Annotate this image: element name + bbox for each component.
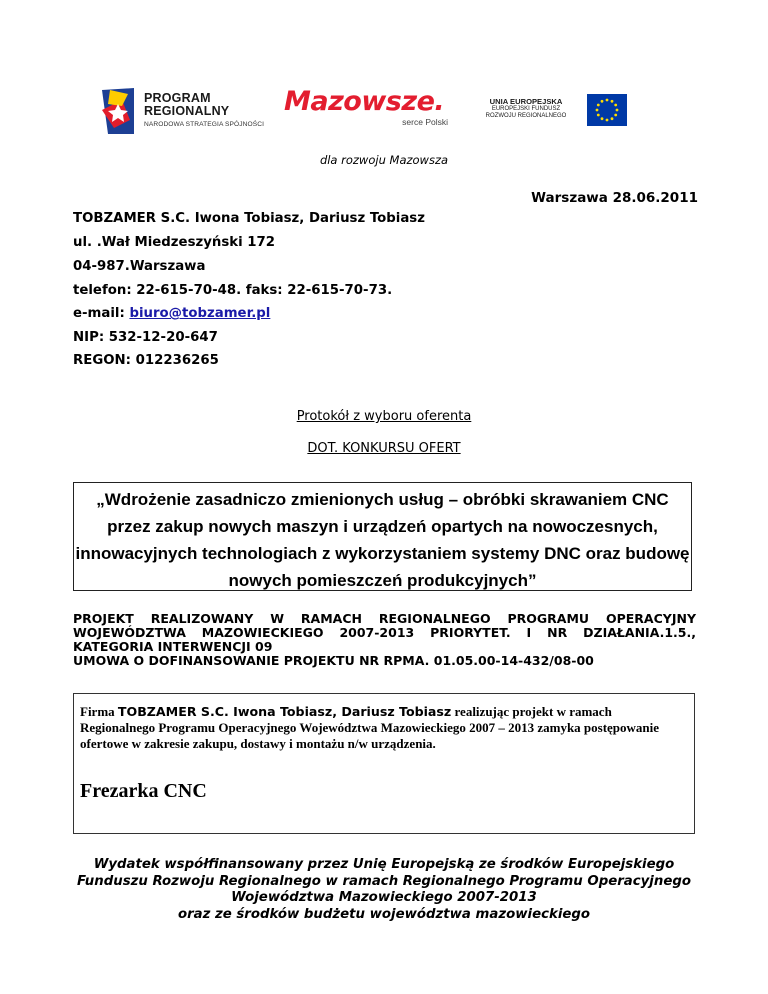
project-title-line: „Wdrożenie zasadniczo zmienionych usług – obróbki skrawaniem CNC	[96, 490, 669, 509]
firm-statement	[80, 704, 688, 752]
eu-line1: UNIA EUROPEJSKA	[489, 97, 563, 106]
project-info	[73, 612, 696, 668]
footer-line: Funduszu Rozwoju Regionalnego w ramach Regionalnego Programu Operacyjnego	[76, 873, 692, 889]
project-info-line: UMOWA O DOFINANSOWANIE PROJEKTU NR RPMA. 01.05.00-14-432/08-00	[73, 653, 594, 668]
eu-flag-icon	[587, 94, 627, 126]
program-regionalny-line1: PROGRAM	[144, 91, 211, 105]
firm-prefix: Firma	[80, 704, 118, 719]
company-regon: REGON: 012236265	[73, 353, 219, 368]
email-label: e-mail:	[73, 306, 130, 321]
contest-heading-text: DOT. KONKURSU OFERT	[307, 441, 461, 456]
eu-logo	[480, 94, 630, 128]
project-info-line: PROJEKT REALIZOWANY W RAMACH REGIONALNEGO PROGRAMU OPERACYJNY	[73, 611, 696, 626]
mazowsze-logo	[284, 86, 462, 130]
footer-line: Wydatek współfinansowany przez Unię Europejską ze środków Europejskiego	[93, 857, 675, 872]
project-title-line: przez zakup nowych maszyn i urządzeń opartych na nowoczesnych,	[107, 517, 658, 536]
company-nip: NIP: 532-12-20-647	[73, 330, 218, 345]
tagline: dla rozwoju Mazowsza	[319, 153, 449, 167]
footer-line: Województwa Mazowieckiego 2007-2013	[231, 890, 537, 905]
protocol-heading-text: Protokół z wyboru oferenta	[296, 409, 472, 424]
eu-text	[480, 97, 572, 120]
cofinancing-footer	[0, 857, 768, 923]
project-info-line: KATEGORIA INTERWENCJI 09	[73, 639, 273, 654]
document-date: Warszawa 28.06.2011	[531, 190, 698, 206]
company-email-line	[73, 306, 270, 321]
contest-heading	[0, 441, 768, 456]
company-phone: telefon: 22-615-70-48. faks: 22-615-70-73.	[73, 283, 393, 298]
mazowsze-wordmark: Mazowsze.	[284, 86, 445, 117]
email-link[interactable]: biuro@tobzamer.pl	[129, 306, 271, 321]
program-regionalny-line2: REGIONALNY	[144, 104, 230, 118]
eu-line3: ROZWOJU REGIONALNEGO	[485, 113, 567, 119]
company-name: TOBZAMER S.C. Iwona Tobiasz, Dariusz Tobiasz	[73, 211, 425, 226]
protocol-heading	[0, 409, 768, 424]
company-street: ul. .Wał Miedzeszyński 172	[73, 235, 276, 250]
firm-name: TOBZAMER S.C. Iwona Tobiasz, Dariusz Tobiasz	[117, 704, 452, 719]
project-title-line: innowacyjnych technologiach z wykorzystaniem systemy DNC oraz budowę	[75, 544, 690, 563]
project-info-line: WOJEWÓDZTWA MAZOWIECKIEGO 2007-2013 PRIORYTET. I NR DZIAŁANIA.1.5.,	[73, 625, 696, 640]
firm-statement-box	[73, 693, 695, 834]
device-name: Frezarka CNC	[80, 780, 207, 802]
company-city: 04-987.Warszawa	[73, 259, 206, 274]
footer-line: oraz ze środków budżetu województwa mazowieckiego	[177, 906, 591, 922]
eu-line2: EUROPEJSKI FUNDUSZ	[491, 106, 561, 112]
firm-text: realizując projekt w ramach Regionalnego Programu Operacyjnego Województwa Mazowieckiego 2007 – 2013 zamyka postępowanie ofertowe w zakresie zakupu, dostawy i montażu n/w urządzenia.	[80, 704, 660, 751]
program-regionalny-emblem-icon	[100, 86, 136, 136]
project-title-box	[73, 482, 692, 591]
program-regionalny-logo	[100, 86, 270, 136]
program-regionalny-line3: NARODOWA STRATEGIA SPÓJNOŚCI	[144, 121, 265, 128]
mazowsze-tagline: serce Polski	[402, 117, 448, 127]
project-title-line: nowych pomieszczeń produkcyjnych”	[228, 571, 537, 590]
